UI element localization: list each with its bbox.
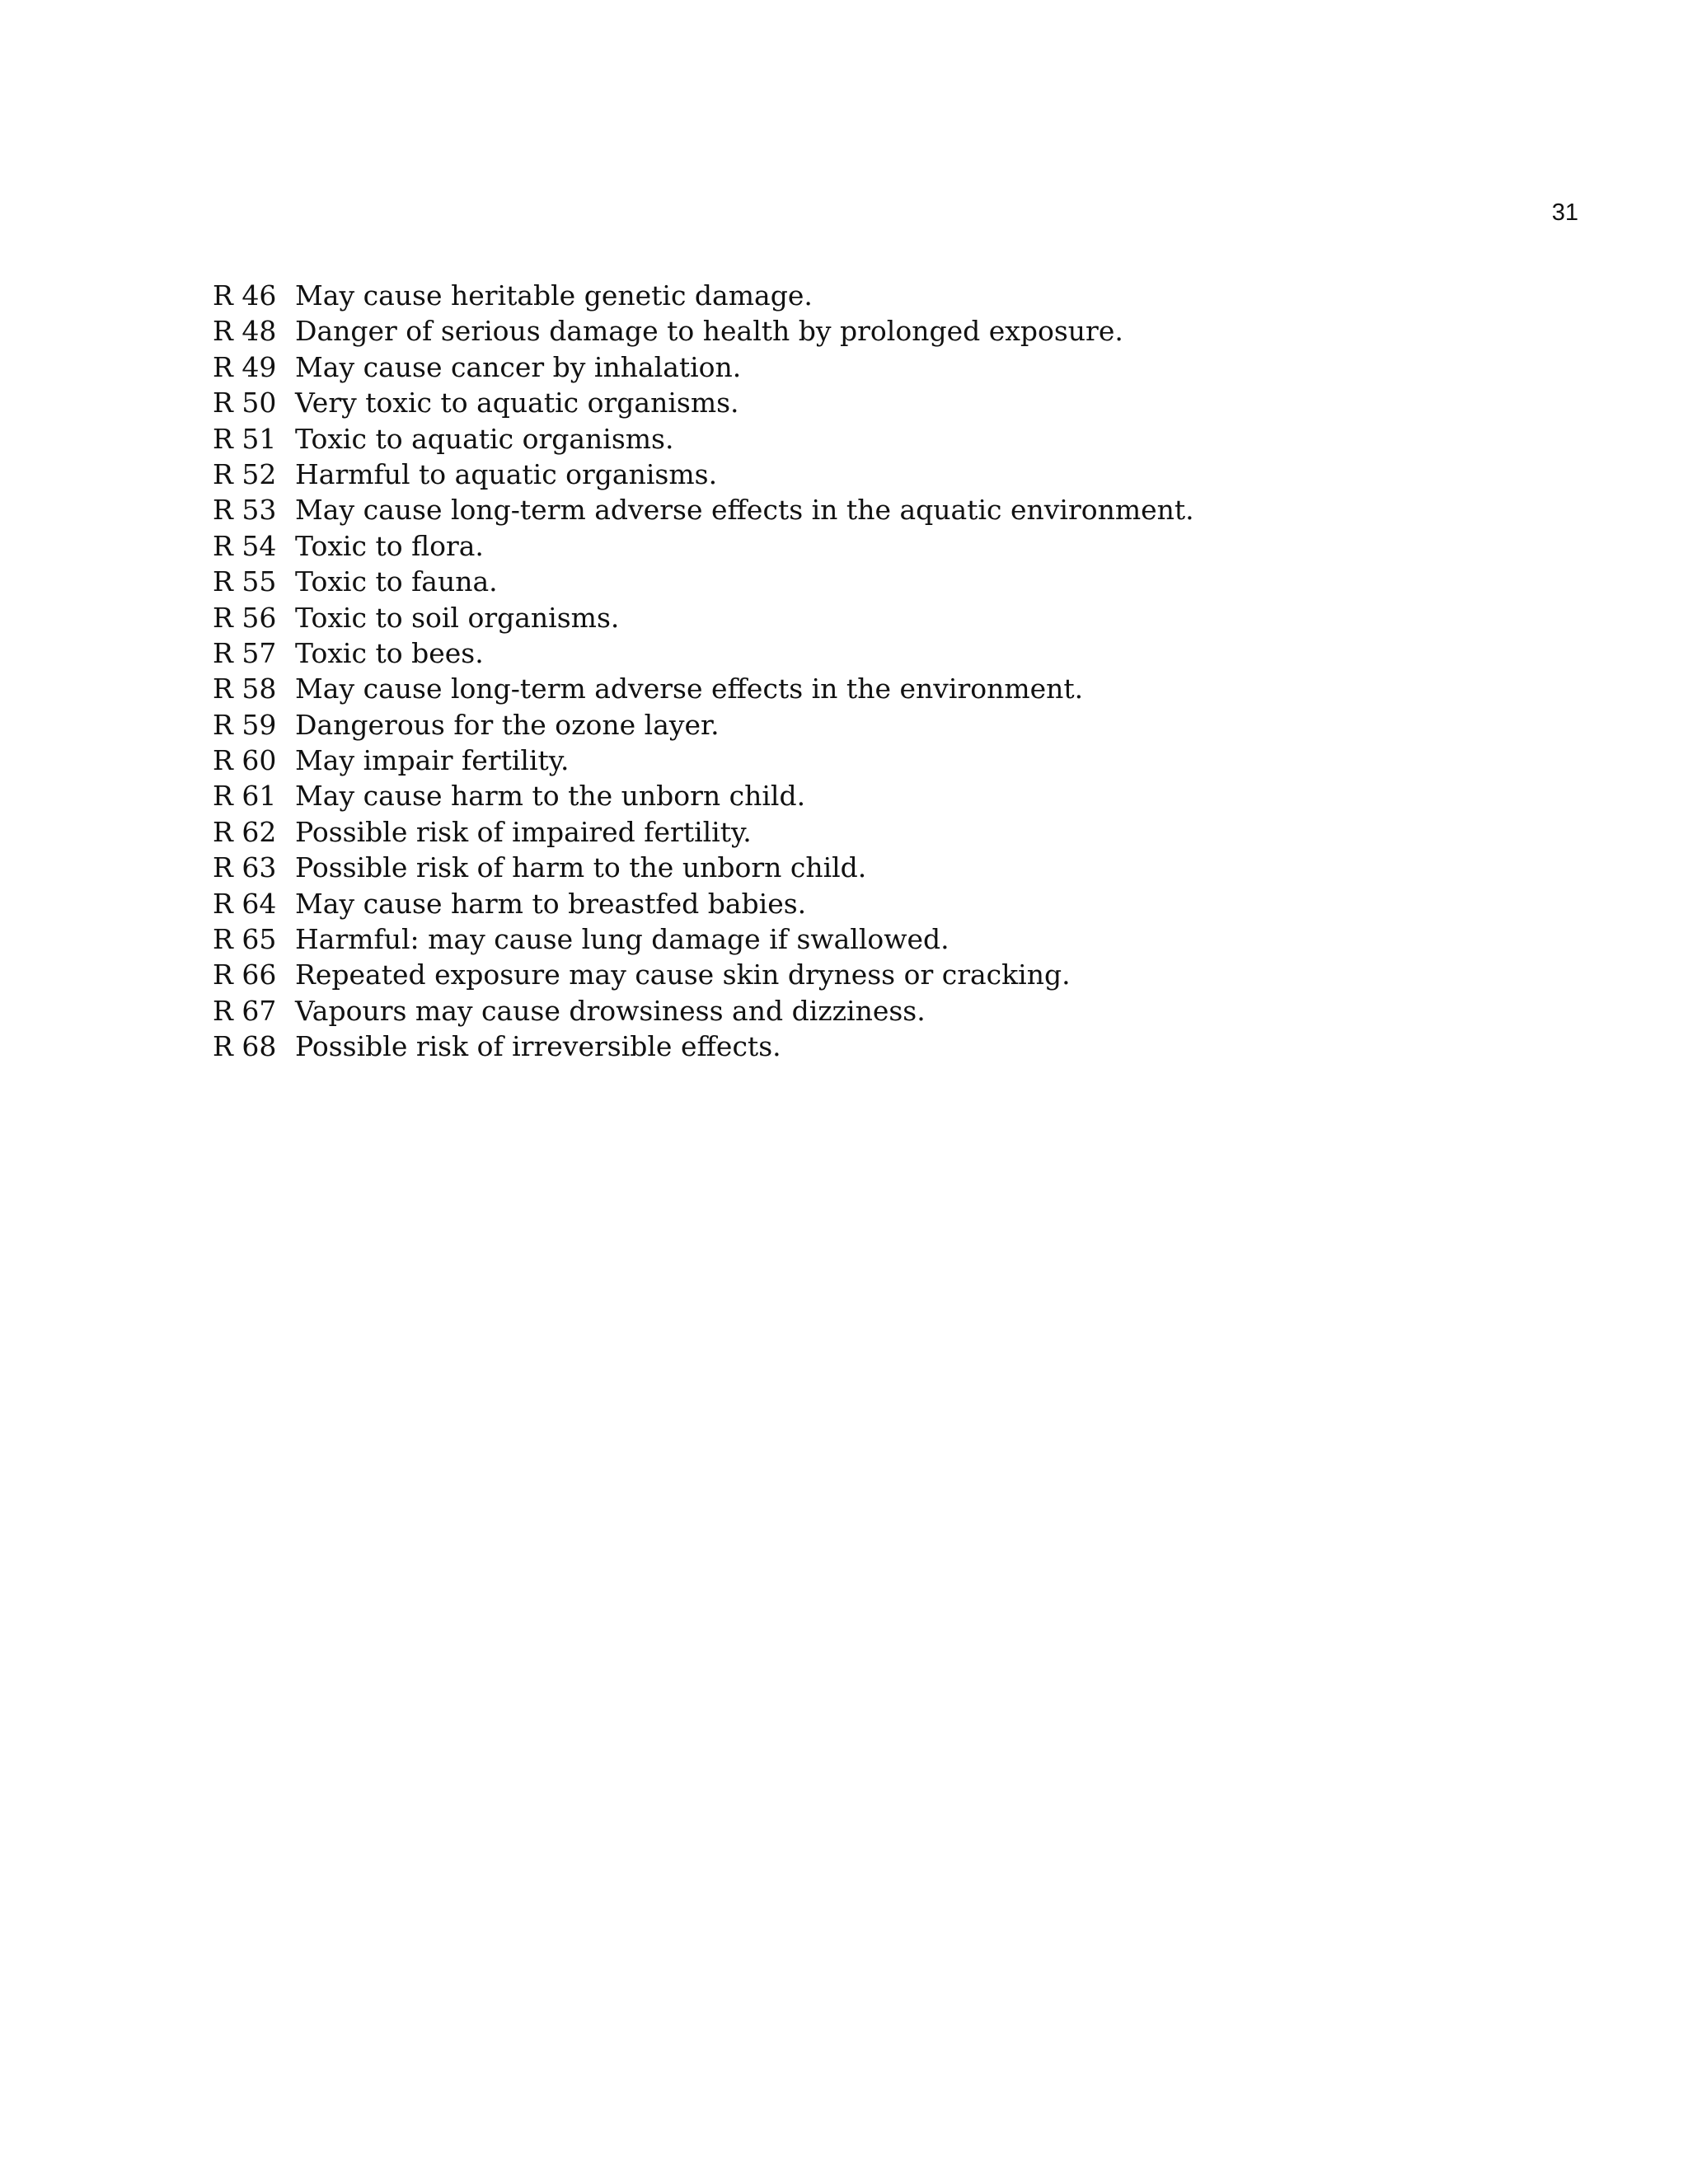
list-item: [213, 278, 1531, 313]
list-item: [213, 814, 1531, 850]
phrase-code: R 51: [213, 422, 277, 455]
phrase-text: May cause long-term adverse effects in the aquatic environment.: [295, 494, 1194, 527]
phrase-text: Harmful to aquatic organisms.: [295, 457, 718, 490]
phrase-text: May cause long-term adverse effects in the environment.: [295, 673, 1084, 705]
list-item: [213, 778, 1531, 813]
phrase-text: May impair fertility.: [295, 744, 570, 777]
list-item: [213, 528, 1531, 564]
phrase-code: R 56: [213, 601, 277, 634]
list-item: [213, 349, 1531, 385]
list-item: [213, 993, 1531, 1029]
phrase-code: R 60: [213, 744, 277, 777]
phrase-code: R 49: [213, 350, 277, 383]
phrase-code: R 68: [213, 1030, 277, 1063]
phrase-text: Dangerous for the ozone layer.: [295, 708, 720, 741]
list-item: [213, 886, 1531, 921]
phrase-code: R 67: [213, 994, 277, 1027]
list-item: [213, 457, 1531, 492]
phrase-code: R 54: [213, 529, 277, 562]
phrase-text: Toxic to bees.: [295, 636, 484, 669]
phrase-code: R 57: [213, 636, 277, 669]
phrase-text: Toxic to flora.: [295, 529, 484, 562]
phrase-text: May cause harm to the unborn child.: [295, 780, 806, 813]
phrase-text: Toxic to fauna.: [295, 565, 498, 598]
list-item: [213, 600, 1531, 635]
phrase-text: May cause harm to breastfed babies.: [295, 887, 807, 920]
list-item: [213, 850, 1531, 885]
list-item: [213, 385, 1531, 420]
list-item: [213, 957, 1531, 992]
phrase-text: Repeated exposure may cause skin dryness or cracking.: [295, 958, 1071, 991]
phrase-code: R 66: [213, 958, 277, 991]
phrase-code: R 62: [213, 815, 277, 848]
list-item: [213, 635, 1531, 671]
phrase-code: R 52: [213, 457, 277, 490]
list-item: [213, 671, 1531, 706]
phrase-text: Toxic to aquatic organisms.: [295, 422, 674, 455]
phrase-text: May cause heritable genetic damage.: [295, 279, 813, 312]
phrase-text: May cause cancer by inhalation.: [295, 350, 742, 383]
list-item: [213, 492, 1531, 527]
phrase-text: Harmful: may cause lung damage if swallowed.: [295, 923, 950, 956]
list-item: [213, 921, 1531, 957]
phrase-code: R 59: [213, 708, 277, 741]
phrase-text: Toxic to soil organisms.: [295, 601, 620, 634]
phrase-text: Very toxic to aquatic organisms.: [295, 387, 739, 419]
phrase-text: Possible risk of harm to the unborn child.: [295, 851, 867, 884]
phrase-code: R 46: [213, 279, 277, 312]
phrase-code: R 53: [213, 494, 277, 527]
phrase-code: R 48: [213, 315, 277, 348]
list-item: [213, 313, 1531, 349]
phrase-code: R 58: [213, 673, 277, 705]
list-item: [213, 707, 1531, 743]
phrase-text: Possible risk of irreversible effects.: [295, 1030, 781, 1063]
phrase-code: R 63: [213, 851, 277, 884]
phrase-code: R 55: [213, 565, 277, 598]
phrase-code: R 61: [213, 780, 277, 813]
phrase-text: Possible risk of impaired fertility.: [295, 815, 752, 848]
risk-phrase-list: [213, 278, 1531, 1065]
phrase-code: R 65: [213, 923, 277, 956]
phrase-code: R 50: [213, 387, 277, 419]
page-number: 31: [1551, 199, 1578, 226]
phrase-code: R 64: [213, 887, 277, 920]
list-item: [213, 743, 1531, 778]
phrase-text: Vapours may cause drowsiness and dizziness.: [295, 994, 926, 1027]
list-item: [213, 421, 1531, 457]
list-item: [213, 564, 1531, 599]
list-item: [213, 1029, 1531, 1064]
phrase-text: Danger of serious damage to health by prolonged exposure.: [295, 315, 1123, 348]
